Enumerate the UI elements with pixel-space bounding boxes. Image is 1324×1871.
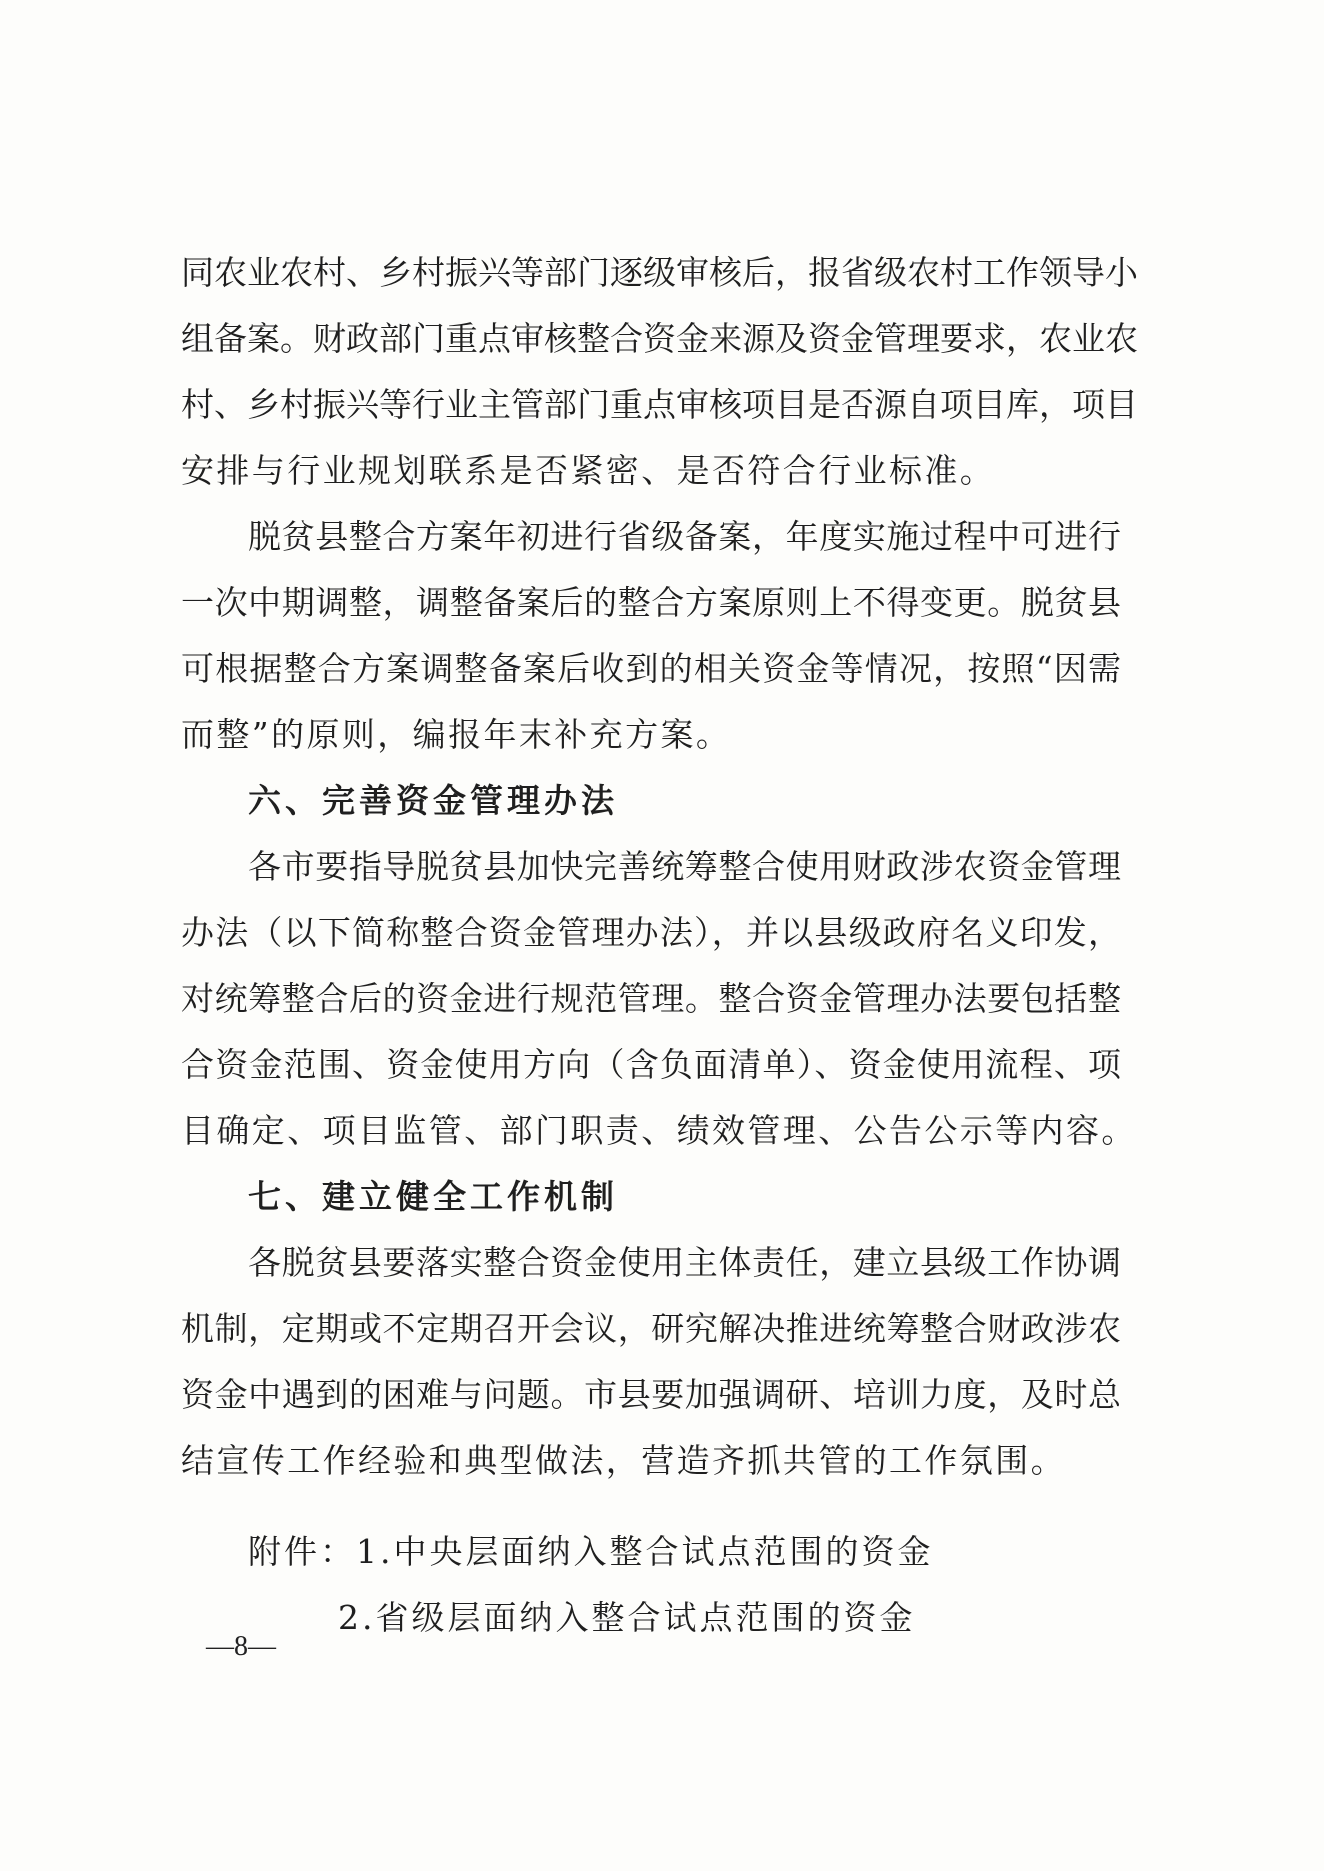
body-line: 脱贫县整合方案年初进行省级备案，年度实施过程中可进行 bbox=[248, 517, 1121, 556]
body-line: 结宣传工作经验和典型做法，营造齐抓共管的工作氛围。 bbox=[181, 1441, 1066, 1480]
attachment-line: 2.省级层面纳入整合试点范围的资金 bbox=[338, 1598, 916, 1637]
body-line: 可根据整合方案调整备案后收到的相关资金等情况，按照“因需 bbox=[181, 649, 1121, 688]
body-line: 合资金范围、资金使用方向（含负面清单）、资金使用流程、项 bbox=[181, 1045, 1121, 1084]
page-number: —8— bbox=[206, 1631, 276, 1662]
section-heading: 六、完善资金管理办法 bbox=[248, 781, 618, 820]
attachment-line: 附件：1.中央层面纳入整合试点范围的资金 bbox=[248, 1532, 934, 1571]
body-line: 而整”的原则，编报年末补充方案。 bbox=[181, 715, 732, 754]
section-heading: 七、建立健全工作机制 bbox=[248, 1177, 618, 1216]
body-line: 各市要指导脱贫县加快完善统筹整合使用财政涉农资金管理 bbox=[248, 847, 1121, 886]
body-line: 机制，定期或不定期召开会议，研究解决推进统筹整合财政涉农 bbox=[181, 1309, 1121, 1348]
body-line: 办法（以下简称整合资金管理办法），并以县级政府名义印发， bbox=[181, 913, 1121, 952]
body-line: 组备案。财政部门重点审核整合资金来源及资金管理要求，农业农 bbox=[181, 319, 1138, 358]
body-line: 村、乡村振兴等行业主管部门重点审核项目是否源自项目库，项目 bbox=[181, 385, 1138, 424]
body-line: 对统筹整合后的资金进行规范管理。整合资金管理办法要包括整 bbox=[181, 979, 1121, 1018]
body-line: 资金中遇到的困难与问题。市县要加强调研、培训力度，及时总 bbox=[181, 1375, 1121, 1414]
body-line: 同农业农村、乡村振兴等部门逐级审核后，报省级农村工作领导小 bbox=[181, 253, 1138, 292]
body-line: 一次中期调整，调整备案后的整合方案原则上不得变更。脱贫县 bbox=[181, 583, 1121, 622]
body-line: 安排与行业规划联系是否紧密、是否符合行业标准。 bbox=[181, 451, 996, 490]
body-line: 各脱贫县要落实整合资金使用主体责任，建立县级工作协调 bbox=[248, 1243, 1121, 1282]
body-line: 目确定、项目监管、部门职责、绩效管理、公告公示等内容。 bbox=[181, 1111, 1137, 1150]
